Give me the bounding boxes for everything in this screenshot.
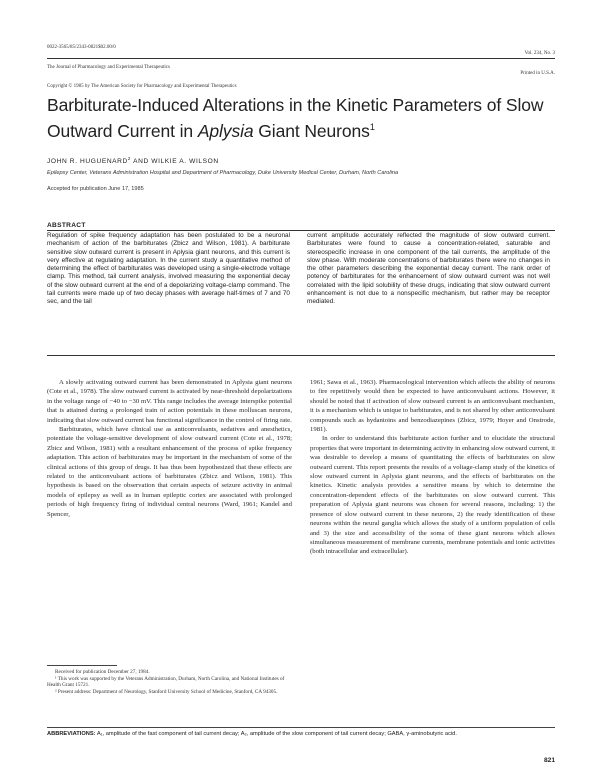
footnote-address: ² Present address: Department of Neurology, Stanford University School of Medicine, Stanford, CA 94305.	[55, 688, 278, 695]
accepted-date: Accepted for publication June 17, 1985	[47, 186, 144, 192]
abbreviations	[47, 731, 555, 739]
footnote-funding: ¹ This work was supported by the Veterans Administration, Durham, North Carolina, and National Institutes of Health Grant 15721.	[47, 675, 285, 689]
abbreviations-label: ABBREVIATIONS:	[47, 731, 96, 737]
header-doi-line: 0022-3565/85/2343-0821$02.00/0	[47, 45, 116, 50]
header-copyright-line: Copyright © 1985 by The American Society for Pharmacology and Experimental Therapeutics	[47, 84, 237, 89]
body-paragraph: A slowly activating outward current has been demonstrated in Aplysia giant neurons (Cote et al., 1978). The slow outward current is activated by near-threshold depolarizations in the voltage range of −40 to −30 mV. This range includes the average interspike potential that is attained during a prolonged train of action potentials in these molluscan neurons, indicating that slow outward current has functional significance in the control of firing rate.	[47, 379, 292, 424]
author-1-footnote-marker: 2	[127, 156, 132, 161]
abstract-bottom-rule	[47, 355, 555, 356]
footnote-rule	[47, 665, 117, 666]
title-text-1: Barbiturate-Induced Alterations in the Kinetic Parameters of Slow Outward Current in	[47, 95, 544, 141]
author-2: WILKIE A. WILSON	[151, 158, 219, 166]
article-title	[47, 94, 567, 142]
affiliation: Epilepsy Center, Veterans Administration Hospital and Department of Pharmacology, Duke University Medical Center, Durham, North Carolina	[47, 170, 399, 176]
body-column-right	[310, 378, 555, 557]
issue-info	[520, 38, 555, 84]
title-italic-genus: Aplysia	[197, 120, 254, 141]
abstract-rule	[47, 230, 555, 231]
page-number: 821	[543, 757, 555, 764]
header-volume: Vol. 234, No. 3	[524, 51, 555, 56]
header-rule	[47, 58, 555, 59]
body-column-left	[47, 378, 292, 519]
author-line	[47, 156, 219, 165]
abstract-column-right: current amplitude accurately reflected the magnitude of slow outward current. Barbiturates were found to cause a concentration-related, saturable and stereospecific increase in one component of the tail currents, the amplitude of the slow phase. With moderate concentrations of barbiturates there were no changes in the other parameters describing the exponential decay current. The rank order of potency of barbiturates for the enhancement of slow outward current was not well correlated with the lipid solubility of these drugs, indicating that slow outward current enhancement is not due to a nonspecific mechanism, but rather may be receptor mediated.	[307, 232, 550, 306]
journal-header	[47, 32, 427, 97]
footnotes	[47, 669, 292, 695]
header-journal-line: The Journal of Pharmacology and Experimental Therapeutics	[47, 64, 170, 70]
body-paragraph: In order to understand this barbiturate action further and to elucidate the structural properties that were important in determining activity in enhancing slow outward current, it was desirable to develop a means of quantitating the effects of barbiturates on slow outward current. This report presents the results of a voltage-clamp study of the kinetics of slow outward current in Aplysia giant neurons, and the effects of barbiturates on the kinetics. Kinetic analysis provides a sensitive means by which to determine the concentration-dependent effects of the barbiturates on slow outward current. This preparation of Aplysia giant neurons was chosen for several reasons, including: 1) the presence of slow outward current in these neurons, 2) the ready identification of these neurons within the neural ganglia which allows the study of a uniform population of cells and 3) the size and accessibility of the soma of these giant neurons which allows simultaneous measurement of membrane currents, membrane potentials and ionic activities (both intracellular and extracellular).	[310, 435, 555, 556]
author-conjunction: AND	[131, 158, 152, 166]
footnote-received: Received for publication December 27, 1984.	[55, 669, 150, 675]
body-paragraph: Barbiturates, which have clinical use as anticonvulsants, sedatives and anesthetics, potentiate the voltage-sensitive development of slow outward current (Cote et al., 1978; Zbicz and Wilson, 1981) with a resultant enhancement of the process of spike frequency adaptation. This action of barbiturates may be important in the mechanism of some of the clinical actions of this group of drugs. It has thus been hypothesized that these effects are related to the anticonvulsant actions of barbiturates (Zbicz and Wilson, 1981). This hypothesis is based on the observation that certain aspects of seizure activity in animal models of epilepsy as well as in human epileptic cortex are associated with prolonged periods of high frequency firing of individual central neurons (Ward, 1961; Kandel and Spencer,	[47, 426, 292, 518]
header-printed: Printed in U.S.A.	[520, 70, 555, 76]
abbreviations-rule	[47, 727, 555, 728]
abstract-heading: ABSTRACT	[47, 222, 86, 229]
title-footnote-marker: 1	[369, 122, 375, 132]
abbreviations-text: A₁, amplitude of the fast component of tail current decay; A₂, amplitude of the slow component of tail current decay; GABA, γ-aminobutyric acid.	[95, 731, 457, 737]
abstract-column-left: Regulation of spike frequency adaptation has been postulated to be a neuronal mechanism of action of the barbiturates (Zbicz and Wilson, 1981). A barbiturate sensitive slow outward current is present in Aplysia giant neurons, and this current is very effective at regulating adaptation. In the current study a quantitative method of determining the effect of barbiturates was developed using a single-electrode voltage clamp. This method, tail current analysis, involved measuring the exponential decay of the slow outward current at the end of a depolarizing voltage-clamp command. The tail currents were made up of two decay phases with average half-times of 7 and 70 sec, and the tail	[47, 232, 290, 306]
author-1: JOHN R. HUGUENARD	[47, 158, 128, 166]
body-paragraph: 1961; Sawa et al., 1963). Pharmacological intervention which affects the ability of neurons to fire repetitively would then be expected to have anticonvulsant actions. However, it should be noted that if activation of slow outward current is an anticonvulsant mechanism, it is a mechanism which is unique to barbiturates, and is not shared by other anticonvulsant compounds such as hydantoins and benzodiazepines (Zbicz, 1979; Hoyer and Onstrode, 1981).	[310, 379, 555, 434]
title-text-2: Giant Neurons	[253, 120, 370, 141]
